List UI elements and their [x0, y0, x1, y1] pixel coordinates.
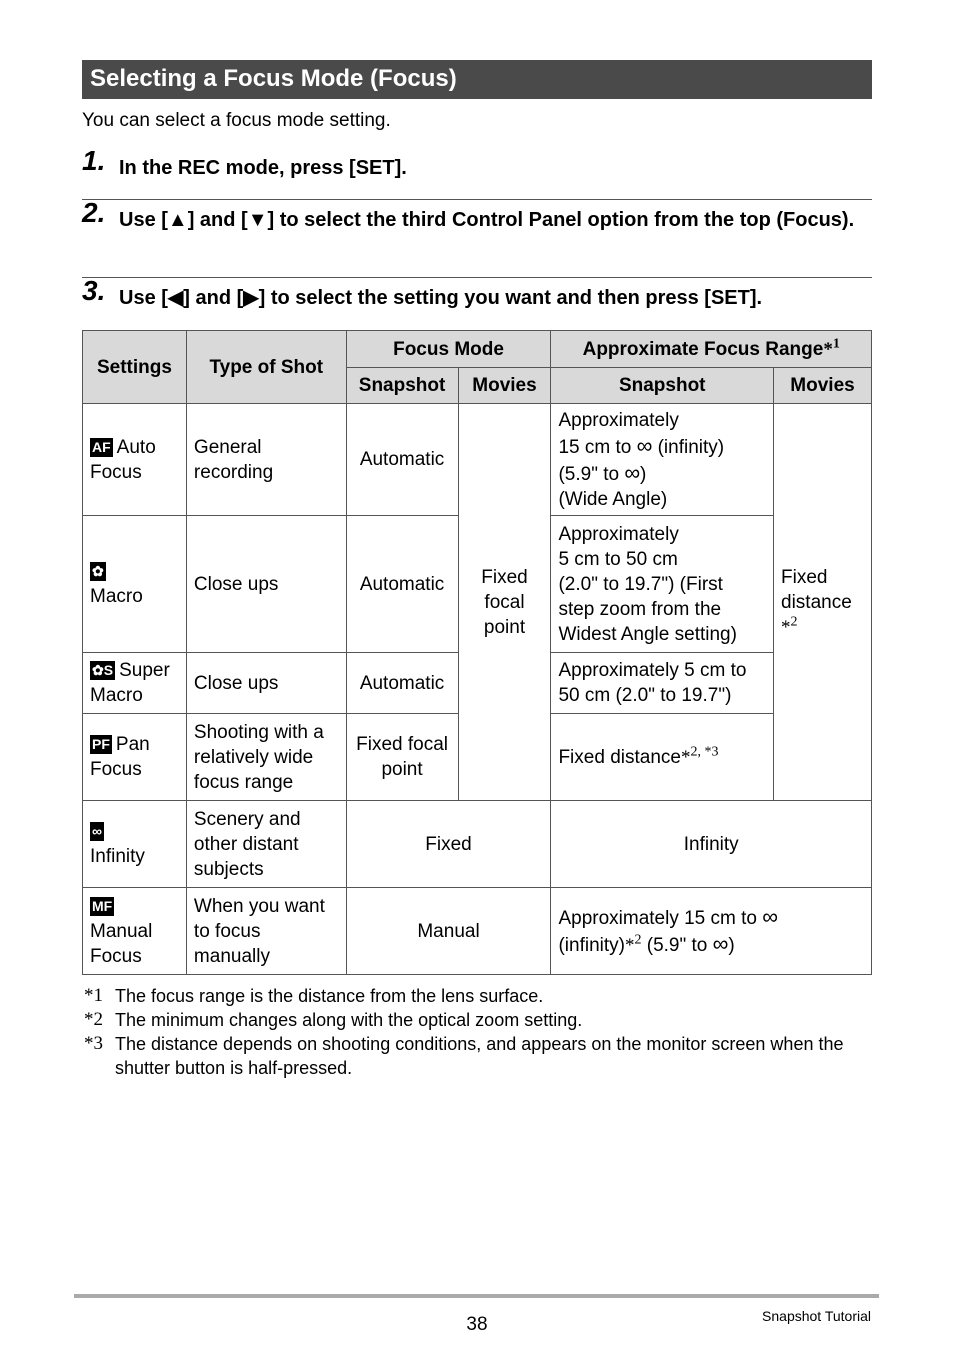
footnote-star: *	[624, 935, 635, 956]
step-1-number: 1.	[82, 145, 106, 176]
snapshot-range-auto	[551, 404, 774, 516]
focus-mode-manual: Manual	[346, 888, 551, 975]
setting-label: Infinity	[90, 846, 145, 867]
pf-icon: PF	[92, 736, 110, 753]
focus-range-infinity: Infinity	[551, 801, 872, 888]
footnote-mark: *3	[84, 1033, 103, 1054]
range-text: (2.0" to 19.7") (First	[558, 573, 723, 595]
macro-icon: ✿	[92, 563, 104, 580]
step-1-text: In the REC mode, press [SET].	[119, 157, 407, 179]
setting-label: Pan Focus	[90, 734, 150, 780]
step-2-number: 2.	[82, 197, 106, 228]
footnote-star: *	[680, 746, 691, 768]
step-divider	[82, 199, 872, 200]
range-text: Approximately	[558, 523, 679, 545]
type-of-shot: Scenery and other distant subjects	[186, 801, 346, 888]
focus-mode-fixed: Fixed	[346, 801, 551, 888]
range-text: (5.9" to	[646, 935, 708, 956]
header-type-of-shot: Type of Shot	[186, 331, 346, 404]
header-focus-range	[551, 331, 872, 368]
snapshot-range-super-macro: Approximately 5 cm to 50 cm (2.0" to 19.7")	[551, 653, 774, 714]
type-of-shot: Shooting with a relatively wide focus range	[186, 714, 346, 801]
range-text: )	[728, 935, 735, 956]
range-text: )	[640, 463, 647, 485]
snapshot-range-macro	[551, 516, 774, 653]
focus-mode-table	[82, 330, 872, 975]
section-title-bar	[82, 60, 872, 99]
step-3-number: 3.	[82, 275, 106, 306]
snapshot-mode: Fixed focal point	[346, 714, 458, 801]
setting-auto-focus	[83, 404, 187, 516]
range-text: (infinity)	[558, 935, 625, 956]
movies-range-fixed	[774, 404, 872, 801]
infinity-icon: ∞	[636, 432, 653, 458]
range-text: (Wide Angle)	[558, 488, 668, 510]
range-text: Approximately	[558, 409, 679, 431]
focus-range-manual	[551, 888, 872, 975]
infinity-icon: ∞	[762, 904, 778, 929]
type-of-shot: Close ups	[186, 516, 346, 653]
header-settings: Settings	[83, 331, 187, 404]
header-movies: Movies	[774, 368, 872, 404]
footnote-ref: 2	[790, 614, 798, 630]
mf-icon: MF	[92, 897, 113, 914]
range-text: step zoom from the	[558, 598, 722, 620]
snapshot-mode: Automatic	[346, 516, 458, 653]
step-3-text: Use [◀] and [▶] to select the setting you want and then press [SET].	[119, 287, 763, 309]
snapshot-mode: Automatic	[346, 653, 458, 714]
page-number: 38	[466, 1314, 488, 1335]
section-title: Selecting a Focus Mode (Focus)	[90, 65, 457, 92]
header-focus-mode: Focus Mode	[346, 331, 551, 368]
range-text: (infinity)	[657, 436, 725, 458]
infinity-icon: ∞	[624, 459, 641, 485]
super-macro-icon: ✿S	[92, 662, 114, 679]
movies-mode-fixed: Fixed focal point	[458, 404, 551, 801]
setting-macro	[83, 516, 187, 653]
step-2-text: Use [▲] and [▼] to select the third Control Panel option from the top (Focus).	[119, 209, 855, 231]
header-snapshot: Snapshot	[346, 368, 458, 404]
footnote-mark: *2	[84, 1009, 103, 1030]
infinity-icon: ∞	[712, 931, 729, 956]
footnote-1	[84, 984, 874, 1008]
snapshot-range-pan-focus	[551, 714, 774, 801]
range-text: Widest Angle setting)	[558, 623, 737, 645]
setting-label: Auto Focus	[90, 436, 156, 483]
range-text: Approximately 15 cm to	[558, 908, 757, 929]
footer-divider	[74, 1294, 879, 1298]
footnote-text: The minimum changes along with the optical zoom setting.	[115, 1010, 583, 1030]
setting-pan-focus	[83, 714, 187, 801]
table-row	[83, 888, 872, 975]
table-row	[83, 404, 872, 516]
footnote-star: *	[823, 338, 833, 360]
type-of-shot: Close ups	[186, 653, 346, 714]
footer-section-title: Snapshot Tutorial	[762, 1308, 871, 1324]
range-text: Fixed distance	[558, 746, 681, 768]
setting-super-macro	[83, 653, 187, 714]
range-text: Fixed distance	[781, 566, 852, 613]
setting-manual-focus	[83, 888, 187, 975]
footnotes	[84, 984, 874, 1080]
footnote-3	[84, 1032, 874, 1080]
range-text: 5 cm to 50 cm	[558, 548, 678, 570]
header-movies: Movies	[458, 368, 551, 404]
af-icon: AF	[92, 438, 111, 455]
table-row	[83, 801, 872, 888]
type-of-shot: General recording	[186, 404, 346, 516]
step-divider	[82, 277, 872, 278]
footnote-ref: 2, *3	[690, 744, 719, 760]
type-of-shot: When you want to focus manually	[186, 888, 346, 975]
header-snapshot: Snapshot	[551, 368, 774, 404]
setting-label: Manual Focus	[90, 920, 153, 967]
setting-label: Macro	[90, 586, 143, 607]
intro-text: You can select a focus mode setting.	[82, 110, 391, 131]
footnote-text: The distance depends on shooting conditions, and appears on the monitor screen when the shutter button is half-pressed.	[115, 1034, 844, 1078]
footnote-ref: 1	[832, 336, 840, 352]
header-focus-range-label: Approximate Focus Range	[582, 338, 824, 360]
footnote-ref: 2	[634, 932, 642, 948]
footnote-mark: *1	[84, 985, 103, 1006]
footnote-text: The focus range is the distance from the lens surface.	[115, 986, 544, 1006]
snapshot-mode: Automatic	[346, 404, 458, 516]
setting-label: Super Macro	[90, 660, 170, 706]
range-text: (5.9" to	[558, 463, 620, 485]
infinity-mode-icon: ∞	[92, 823, 102, 840]
setting-infinity	[83, 801, 187, 888]
range-text: 15 cm to	[558, 436, 632, 458]
footnote-2	[84, 1008, 874, 1032]
footnote-star: *	[781, 616, 791, 638]
